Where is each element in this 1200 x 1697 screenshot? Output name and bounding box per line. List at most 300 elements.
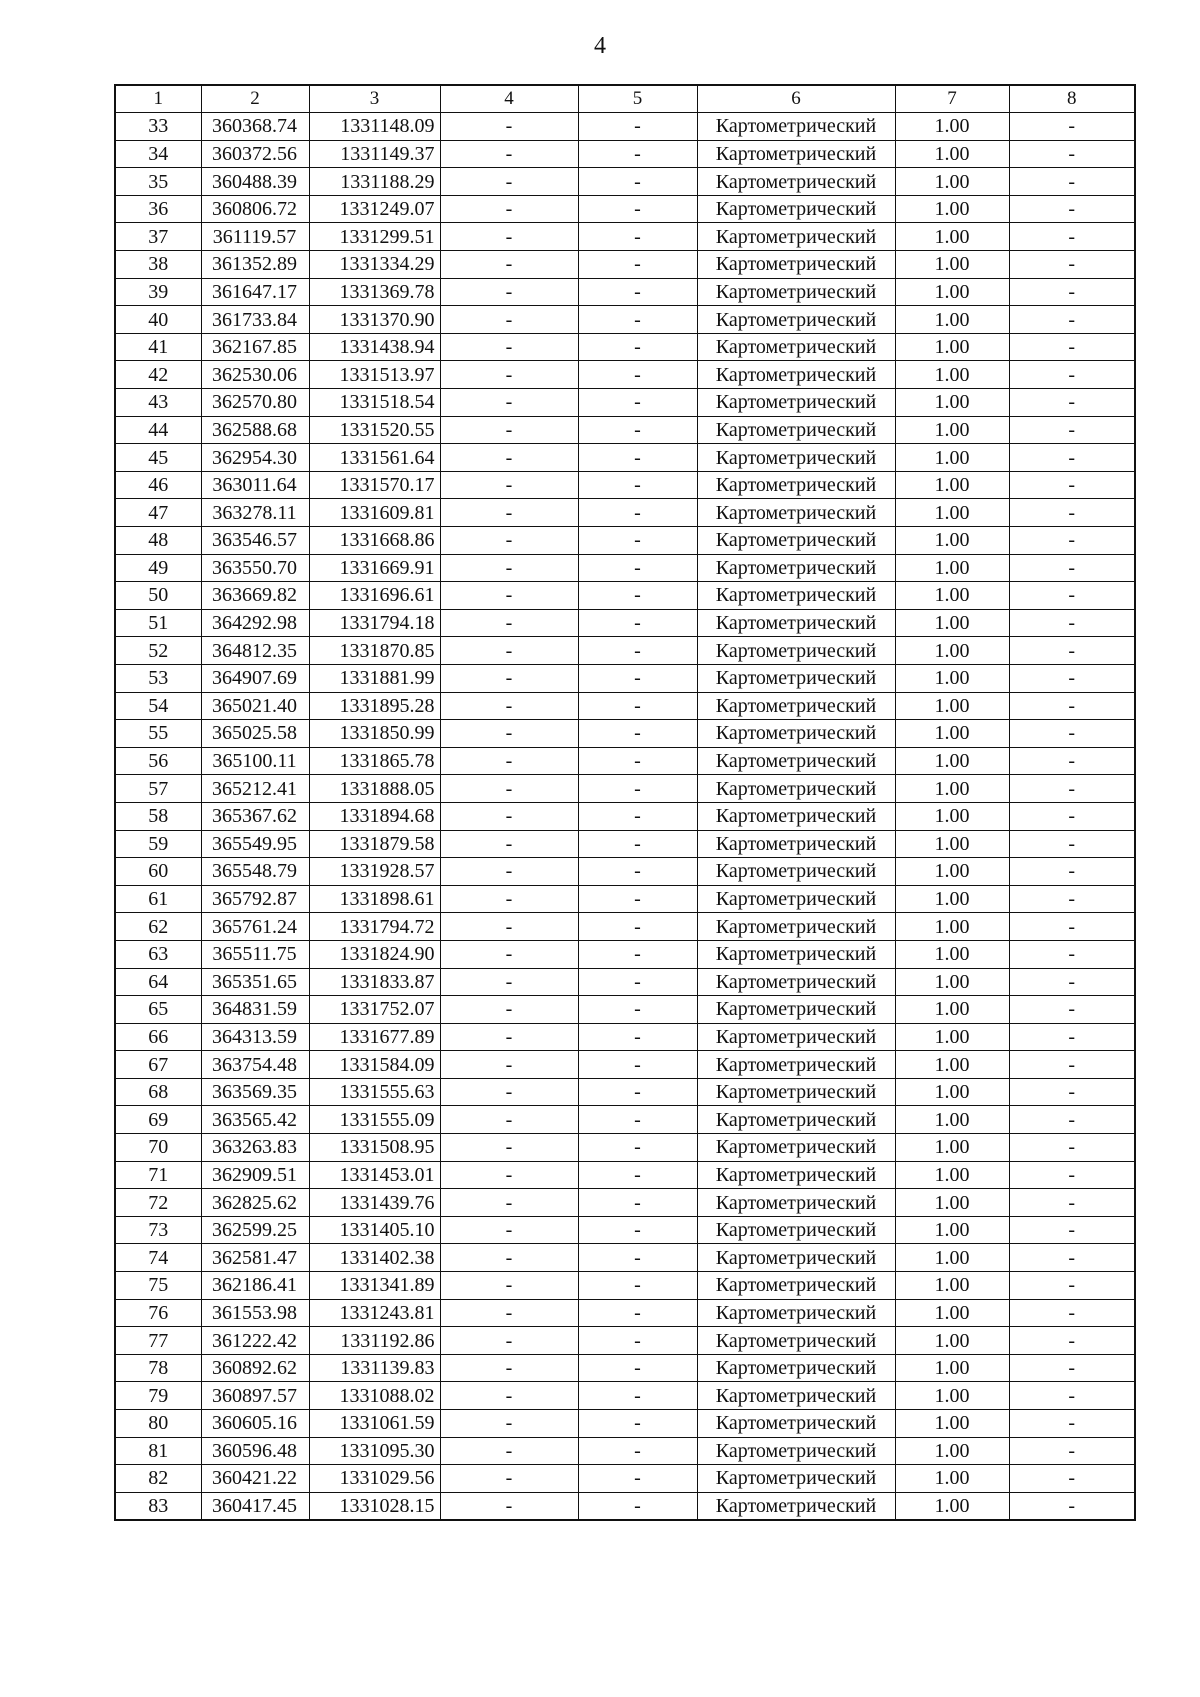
col-5-cell: - bbox=[578, 775, 697, 803]
point-number-cell: 49 bbox=[115, 554, 201, 582]
x-coordinate-cell: 365021.40 bbox=[201, 692, 309, 720]
method-cell: Картометрический bbox=[697, 1327, 895, 1355]
method-cell: Картометрический bbox=[697, 1023, 895, 1051]
col-4-cell: - bbox=[440, 692, 578, 720]
col-5-cell: - bbox=[578, 1437, 697, 1465]
x-coordinate-cell: 361119.57 bbox=[201, 223, 309, 251]
table-row bbox=[115, 609, 1135, 637]
point-number-cell: 63 bbox=[115, 940, 201, 968]
col-4-cell: - bbox=[440, 609, 578, 637]
col-8-cell: - bbox=[1009, 885, 1135, 913]
col-4-cell: - bbox=[440, 968, 578, 996]
accuracy-cell: 1.00 bbox=[895, 195, 1009, 223]
y-coordinate-cell: 1331677.89 bbox=[309, 1023, 440, 1051]
y-coordinate-cell: 1331668.86 bbox=[309, 527, 440, 555]
col-8-cell: - bbox=[1009, 168, 1135, 196]
col-5-cell: - bbox=[578, 1023, 697, 1051]
y-coordinate-cell: 1331584.09 bbox=[309, 1051, 440, 1079]
accuracy-cell: 1.00 bbox=[895, 582, 1009, 610]
point-number-cell: 46 bbox=[115, 471, 201, 499]
col-5-cell: - bbox=[578, 802, 697, 830]
x-coordinate-cell: 365025.58 bbox=[201, 720, 309, 748]
accuracy-cell: 1.00 bbox=[895, 664, 1009, 692]
table-row bbox=[115, 1051, 1135, 1079]
col-8-cell: - bbox=[1009, 1189, 1135, 1217]
x-coordinate-cell: 363263.83 bbox=[201, 1134, 309, 1162]
x-coordinate-cell: 363278.11 bbox=[201, 499, 309, 527]
y-coordinate-cell: 1331439.76 bbox=[309, 1189, 440, 1217]
x-coordinate-cell: 365761.24 bbox=[201, 913, 309, 941]
table-row bbox=[115, 1189, 1135, 1217]
y-coordinate-cell: 1331095.30 bbox=[309, 1437, 440, 1465]
point-number-cell: 47 bbox=[115, 499, 201, 527]
col-4-cell: - bbox=[440, 885, 578, 913]
method-cell: Картометрический bbox=[697, 1078, 895, 1106]
method-cell: Картометрический bbox=[697, 444, 895, 472]
table-row bbox=[115, 1023, 1135, 1051]
col-5-cell: - bbox=[578, 499, 697, 527]
x-coordinate-cell: 364907.69 bbox=[201, 664, 309, 692]
table-row bbox=[115, 1161, 1135, 1189]
point-number-cell: 83 bbox=[115, 1492, 201, 1520]
col-8-cell: - bbox=[1009, 333, 1135, 361]
accuracy-cell: 1.00 bbox=[895, 940, 1009, 968]
table-row bbox=[115, 940, 1135, 968]
table-row bbox=[115, 499, 1135, 527]
y-coordinate-cell: 1331192.86 bbox=[309, 1327, 440, 1355]
y-coordinate-cell: 1331334.29 bbox=[309, 251, 440, 279]
accuracy-cell: 1.00 bbox=[895, 361, 1009, 389]
x-coordinate-cell: 360368.74 bbox=[201, 113, 309, 141]
method-cell: Картометрический bbox=[697, 1437, 895, 1465]
column-header-3: 3 bbox=[309, 85, 440, 113]
point-number-cell: 54 bbox=[115, 692, 201, 720]
accuracy-cell: 1.00 bbox=[895, 747, 1009, 775]
y-coordinate-cell: 1331299.51 bbox=[309, 223, 440, 251]
table-body bbox=[115, 85, 1135, 1520]
method-cell: Картометрический bbox=[697, 306, 895, 334]
accuracy-cell: 1.00 bbox=[895, 306, 1009, 334]
table-row bbox=[115, 1134, 1135, 1162]
accuracy-cell: 1.00 bbox=[895, 1106, 1009, 1134]
table-row bbox=[115, 1244, 1135, 1272]
table-row bbox=[115, 1410, 1135, 1438]
col-8-cell: - bbox=[1009, 968, 1135, 996]
point-number-cell: 76 bbox=[115, 1299, 201, 1327]
table-row bbox=[115, 1272, 1135, 1300]
col-8-cell: - bbox=[1009, 996, 1135, 1024]
y-coordinate-cell: 1331888.05 bbox=[309, 775, 440, 803]
y-coordinate-cell: 1331518.54 bbox=[309, 389, 440, 417]
y-coordinate-cell: 1331249.07 bbox=[309, 195, 440, 223]
point-number-cell: 50 bbox=[115, 582, 201, 610]
point-number-cell: 57 bbox=[115, 775, 201, 803]
col-8-cell: - bbox=[1009, 582, 1135, 610]
col-5-cell: - bbox=[578, 940, 697, 968]
y-coordinate-cell: 1331561.64 bbox=[309, 444, 440, 472]
col-4-cell: - bbox=[440, 499, 578, 527]
method-cell: Картометрический bbox=[697, 1161, 895, 1189]
x-coordinate-cell: 364812.35 bbox=[201, 637, 309, 665]
table-row bbox=[115, 333, 1135, 361]
point-number-cell: 68 bbox=[115, 1078, 201, 1106]
point-number-cell: 78 bbox=[115, 1354, 201, 1382]
y-coordinate-cell: 1331148.09 bbox=[309, 113, 440, 141]
col-4-cell: - bbox=[440, 416, 578, 444]
col-4-cell: - bbox=[440, 1299, 578, 1327]
y-coordinate-cell: 1331928.57 bbox=[309, 858, 440, 886]
method-cell: Картометрический bbox=[697, 720, 895, 748]
point-number-cell: 69 bbox=[115, 1106, 201, 1134]
y-coordinate-cell: 1331824.90 bbox=[309, 940, 440, 968]
col-8-cell: - bbox=[1009, 195, 1135, 223]
y-coordinate-cell: 1331894.68 bbox=[309, 802, 440, 830]
col-8-cell: - bbox=[1009, 637, 1135, 665]
method-cell: Картометрический bbox=[697, 223, 895, 251]
column-header-1: 1 bbox=[115, 85, 201, 113]
col-8-cell: - bbox=[1009, 223, 1135, 251]
point-number-cell: 64 bbox=[115, 968, 201, 996]
accuracy-cell: 1.00 bbox=[895, 416, 1009, 444]
method-cell: Картометрический bbox=[697, 1272, 895, 1300]
col-5-cell: - bbox=[578, 195, 697, 223]
col-4-cell: - bbox=[440, 858, 578, 886]
x-coordinate-cell: 360596.48 bbox=[201, 1437, 309, 1465]
point-number-cell: 70 bbox=[115, 1134, 201, 1162]
point-number-cell: 82 bbox=[115, 1465, 201, 1493]
y-coordinate-cell: 1331513.97 bbox=[309, 361, 440, 389]
col-8-cell: - bbox=[1009, 416, 1135, 444]
col-5-cell: - bbox=[578, 1106, 697, 1134]
col-5-cell: - bbox=[578, 968, 697, 996]
method-cell: Картометрический bbox=[697, 251, 895, 279]
y-coordinate-cell: 1331029.56 bbox=[309, 1465, 440, 1493]
method-cell: Картометрический bbox=[697, 1106, 895, 1134]
x-coordinate-cell: 363669.82 bbox=[201, 582, 309, 610]
accuracy-cell: 1.00 bbox=[895, 913, 1009, 941]
method-cell: Картометрический bbox=[697, 664, 895, 692]
table-row bbox=[115, 444, 1135, 472]
point-number-cell: 52 bbox=[115, 637, 201, 665]
y-coordinate-cell: 1331508.95 bbox=[309, 1134, 440, 1162]
point-number-cell: 51 bbox=[115, 609, 201, 637]
method-cell: Картометрический bbox=[697, 527, 895, 555]
table-row bbox=[115, 471, 1135, 499]
x-coordinate-cell: 361733.84 bbox=[201, 306, 309, 334]
y-coordinate-cell: 1331794.72 bbox=[309, 913, 440, 941]
method-cell: Картометрический bbox=[697, 968, 895, 996]
col-4-cell: - bbox=[440, 996, 578, 1024]
table-row bbox=[115, 802, 1135, 830]
accuracy-cell: 1.00 bbox=[895, 1465, 1009, 1493]
col-4-cell: - bbox=[440, 582, 578, 610]
point-number-cell: 61 bbox=[115, 885, 201, 913]
x-coordinate-cell: 361352.89 bbox=[201, 251, 309, 279]
y-coordinate-cell: 1331188.29 bbox=[309, 168, 440, 196]
col-5-cell: - bbox=[578, 168, 697, 196]
col-5-cell: - bbox=[578, 582, 697, 610]
table-row bbox=[115, 223, 1135, 251]
point-number-cell: 38 bbox=[115, 251, 201, 279]
method-cell: Картометрический bbox=[697, 1299, 895, 1327]
col-4-cell: - bbox=[440, 664, 578, 692]
point-number-cell: 40 bbox=[115, 306, 201, 334]
col-8-cell: - bbox=[1009, 444, 1135, 472]
table-row bbox=[115, 113, 1135, 141]
table-row bbox=[115, 416, 1135, 444]
col-8-cell: - bbox=[1009, 306, 1135, 334]
col-8-cell: - bbox=[1009, 361, 1135, 389]
y-coordinate-cell: 1331139.83 bbox=[309, 1354, 440, 1382]
col-8-cell: - bbox=[1009, 1216, 1135, 1244]
col-5-cell: - bbox=[578, 251, 697, 279]
accuracy-cell: 1.00 bbox=[895, 1382, 1009, 1410]
accuracy-cell: 1.00 bbox=[895, 885, 1009, 913]
col-5-cell: - bbox=[578, 1492, 697, 1520]
method-cell: Картометрический bbox=[697, 1354, 895, 1382]
y-coordinate-cell: 1331752.07 bbox=[309, 996, 440, 1024]
col-5-cell: - bbox=[578, 1410, 697, 1438]
point-number-cell: 77 bbox=[115, 1327, 201, 1355]
method-cell: Картометрический bbox=[697, 1134, 895, 1162]
accuracy-cell: 1.00 bbox=[895, 1051, 1009, 1079]
y-coordinate-cell: 1331696.61 bbox=[309, 582, 440, 610]
point-number-cell: 43 bbox=[115, 389, 201, 417]
y-coordinate-cell: 1331370.90 bbox=[309, 306, 440, 334]
method-cell: Картометрический bbox=[697, 582, 895, 610]
y-coordinate-cell: 1331438.94 bbox=[309, 333, 440, 361]
y-coordinate-cell: 1331453.01 bbox=[309, 1161, 440, 1189]
x-coordinate-cell: 362825.62 bbox=[201, 1189, 309, 1217]
column-header-7: 7 bbox=[895, 85, 1009, 113]
column-header-6: 6 bbox=[697, 85, 895, 113]
x-coordinate-cell: 360372.56 bbox=[201, 140, 309, 168]
col-4-cell: - bbox=[440, 720, 578, 748]
point-number-cell: 45 bbox=[115, 444, 201, 472]
accuracy-cell: 1.00 bbox=[895, 1410, 1009, 1438]
col-5-cell: - bbox=[578, 1216, 697, 1244]
col-4-cell: - bbox=[440, 471, 578, 499]
method-cell: Картометрический bbox=[697, 940, 895, 968]
y-coordinate-cell: 1331555.63 bbox=[309, 1078, 440, 1106]
accuracy-cell: 1.00 bbox=[895, 609, 1009, 637]
col-5-cell: - bbox=[578, 1354, 697, 1382]
accuracy-cell: 1.00 bbox=[895, 444, 1009, 472]
point-number-cell: 59 bbox=[115, 830, 201, 858]
accuracy-cell: 1.00 bbox=[895, 1216, 1009, 1244]
point-number-cell: 80 bbox=[115, 1410, 201, 1438]
col-4-cell: - bbox=[440, 940, 578, 968]
accuracy-cell: 1.00 bbox=[895, 471, 1009, 499]
col-5-cell: - bbox=[578, 720, 697, 748]
col-8-cell: - bbox=[1009, 1465, 1135, 1493]
point-number-cell: 75 bbox=[115, 1272, 201, 1300]
col-5-cell: - bbox=[578, 1465, 697, 1493]
table-row bbox=[115, 830, 1135, 858]
col-8-cell: - bbox=[1009, 1051, 1135, 1079]
accuracy-cell: 1.00 bbox=[895, 1354, 1009, 1382]
col-4-cell: - bbox=[440, 306, 578, 334]
method-cell: Картометрический bbox=[697, 1216, 895, 1244]
method-cell: Картометрический bbox=[697, 361, 895, 389]
col-4-cell: - bbox=[440, 554, 578, 582]
method-cell: Картометрический bbox=[697, 830, 895, 858]
x-coordinate-cell: 364313.59 bbox=[201, 1023, 309, 1051]
y-coordinate-cell: 1331669.91 bbox=[309, 554, 440, 582]
point-number-cell: 44 bbox=[115, 416, 201, 444]
header-row bbox=[115, 85, 1135, 113]
point-number-cell: 53 bbox=[115, 664, 201, 692]
col-8-cell: - bbox=[1009, 664, 1135, 692]
table-row bbox=[115, 1327, 1135, 1355]
col-8-cell: - bbox=[1009, 913, 1135, 941]
table-row bbox=[115, 389, 1135, 417]
point-number-cell: 60 bbox=[115, 858, 201, 886]
page-number: 4 bbox=[594, 33, 606, 59]
accuracy-cell: 1.00 bbox=[895, 1327, 1009, 1355]
accuracy-cell: 1.00 bbox=[895, 389, 1009, 417]
col-5-cell: - bbox=[578, 1161, 697, 1189]
y-coordinate-cell: 1331870.85 bbox=[309, 637, 440, 665]
x-coordinate-cell: 362909.51 bbox=[201, 1161, 309, 1189]
col-8-cell: - bbox=[1009, 251, 1135, 279]
col-8-cell: - bbox=[1009, 1244, 1135, 1272]
col-8-cell: - bbox=[1009, 747, 1135, 775]
table-row bbox=[115, 554, 1135, 582]
method-cell: Картометрический bbox=[697, 333, 895, 361]
x-coordinate-cell: 363550.70 bbox=[201, 554, 309, 582]
table-row bbox=[115, 1465, 1135, 1493]
x-coordinate-cell: 362570.80 bbox=[201, 389, 309, 417]
y-coordinate-cell: 1331879.58 bbox=[309, 830, 440, 858]
y-coordinate-cell: 1331609.81 bbox=[309, 499, 440, 527]
x-coordinate-cell: 361222.42 bbox=[201, 1327, 309, 1355]
col-8-cell: - bbox=[1009, 389, 1135, 417]
y-coordinate-cell: 1331402.38 bbox=[309, 1244, 440, 1272]
col-5-cell: - bbox=[578, 1189, 697, 1217]
table-row bbox=[115, 858, 1135, 886]
coordinates-table bbox=[114, 84, 1136, 1521]
y-coordinate-cell: 1331898.61 bbox=[309, 885, 440, 913]
point-number-cell: 42 bbox=[115, 361, 201, 389]
x-coordinate-cell: 362954.30 bbox=[201, 444, 309, 472]
point-number-cell: 81 bbox=[115, 1437, 201, 1465]
col-8-cell: - bbox=[1009, 1354, 1135, 1382]
table-row bbox=[115, 1216, 1135, 1244]
table-row bbox=[115, 306, 1135, 334]
accuracy-cell: 1.00 bbox=[895, 1244, 1009, 1272]
col-8-cell: - bbox=[1009, 471, 1135, 499]
col-8-cell: - bbox=[1009, 1023, 1135, 1051]
col-5-cell: - bbox=[578, 471, 697, 499]
x-coordinate-cell: 360488.39 bbox=[201, 168, 309, 196]
method-cell: Картометрический bbox=[697, 1465, 895, 1493]
y-coordinate-cell: 1331061.59 bbox=[309, 1410, 440, 1438]
accuracy-cell: 1.00 bbox=[895, 637, 1009, 665]
col-8-cell: - bbox=[1009, 1299, 1135, 1327]
method-cell: Картометрический bbox=[697, 1410, 895, 1438]
accuracy-cell: 1.00 bbox=[895, 1161, 1009, 1189]
y-coordinate-cell: 1331520.55 bbox=[309, 416, 440, 444]
method-cell: Картометрический bbox=[697, 1382, 895, 1410]
col-8-cell: - bbox=[1009, 1161, 1135, 1189]
col-8-cell: - bbox=[1009, 1437, 1135, 1465]
accuracy-cell: 1.00 bbox=[895, 1078, 1009, 1106]
col-5-cell: - bbox=[578, 1382, 697, 1410]
col-8-cell: - bbox=[1009, 113, 1135, 141]
col-5-cell: - bbox=[578, 333, 697, 361]
method-cell: Картометрический bbox=[697, 1492, 895, 1520]
x-coordinate-cell: 365792.87 bbox=[201, 885, 309, 913]
col-5-cell: - bbox=[578, 1272, 697, 1300]
col-4-cell: - bbox=[440, 1272, 578, 1300]
x-coordinate-cell: 365351.65 bbox=[201, 968, 309, 996]
point-number-cell: 65 bbox=[115, 996, 201, 1024]
method-cell: Картометрический bbox=[697, 775, 895, 803]
table-row bbox=[115, 582, 1135, 610]
col-5-cell: - bbox=[578, 747, 697, 775]
col-4-cell: - bbox=[440, 1216, 578, 1244]
col-4-cell: - bbox=[440, 1437, 578, 1465]
col-8-cell: - bbox=[1009, 1106, 1135, 1134]
col-4-cell: - bbox=[440, 830, 578, 858]
accuracy-cell: 1.00 bbox=[895, 140, 1009, 168]
x-coordinate-cell: 365548.79 bbox=[201, 858, 309, 886]
col-4-cell: - bbox=[440, 747, 578, 775]
method-cell: Картометрический bbox=[697, 278, 895, 306]
col-8-cell: - bbox=[1009, 1134, 1135, 1162]
method-cell: Картометрический bbox=[697, 471, 895, 499]
accuracy-cell: 1.00 bbox=[895, 775, 1009, 803]
col-4-cell: - bbox=[440, 113, 578, 141]
table-row bbox=[115, 1382, 1135, 1410]
method-cell: Картометрический bbox=[697, 885, 895, 913]
point-number-cell: 74 bbox=[115, 1244, 201, 1272]
point-number-cell: 39 bbox=[115, 278, 201, 306]
point-number-cell: 72 bbox=[115, 1189, 201, 1217]
col-5-cell: - bbox=[578, 609, 697, 637]
y-coordinate-cell: 1331555.09 bbox=[309, 1106, 440, 1134]
accuracy-cell: 1.00 bbox=[895, 278, 1009, 306]
accuracy-cell: 1.00 bbox=[895, 1023, 1009, 1051]
y-coordinate-cell: 1331341.89 bbox=[309, 1272, 440, 1300]
col-4-cell: - bbox=[440, 361, 578, 389]
y-coordinate-cell: 1331149.37 bbox=[309, 140, 440, 168]
y-coordinate-cell: 1331794.18 bbox=[309, 609, 440, 637]
col-8-cell: - bbox=[1009, 499, 1135, 527]
accuracy-cell: 1.00 bbox=[895, 1299, 1009, 1327]
point-number-cell: 48 bbox=[115, 527, 201, 555]
y-coordinate-cell: 1331028.15 bbox=[309, 1492, 440, 1520]
method-cell: Картометрический bbox=[697, 389, 895, 417]
point-number-cell: 33 bbox=[115, 113, 201, 141]
table-row bbox=[115, 720, 1135, 748]
x-coordinate-cell: 365549.95 bbox=[201, 830, 309, 858]
col-4-cell: - bbox=[440, 333, 578, 361]
method-cell: Картометрический bbox=[697, 913, 895, 941]
point-number-cell: 36 bbox=[115, 195, 201, 223]
accuracy-cell: 1.00 bbox=[895, 527, 1009, 555]
col-5-cell: - bbox=[578, 113, 697, 141]
column-header-8: 8 bbox=[1009, 85, 1135, 113]
method-cell: Картометрический bbox=[697, 692, 895, 720]
x-coordinate-cell: 365367.62 bbox=[201, 802, 309, 830]
column-header-5: 5 bbox=[578, 85, 697, 113]
x-coordinate-cell: 361647.17 bbox=[201, 278, 309, 306]
accuracy-cell: 1.00 bbox=[895, 554, 1009, 582]
y-coordinate-cell: 1331570.17 bbox=[309, 471, 440, 499]
x-coordinate-cell: 365511.75 bbox=[201, 940, 309, 968]
